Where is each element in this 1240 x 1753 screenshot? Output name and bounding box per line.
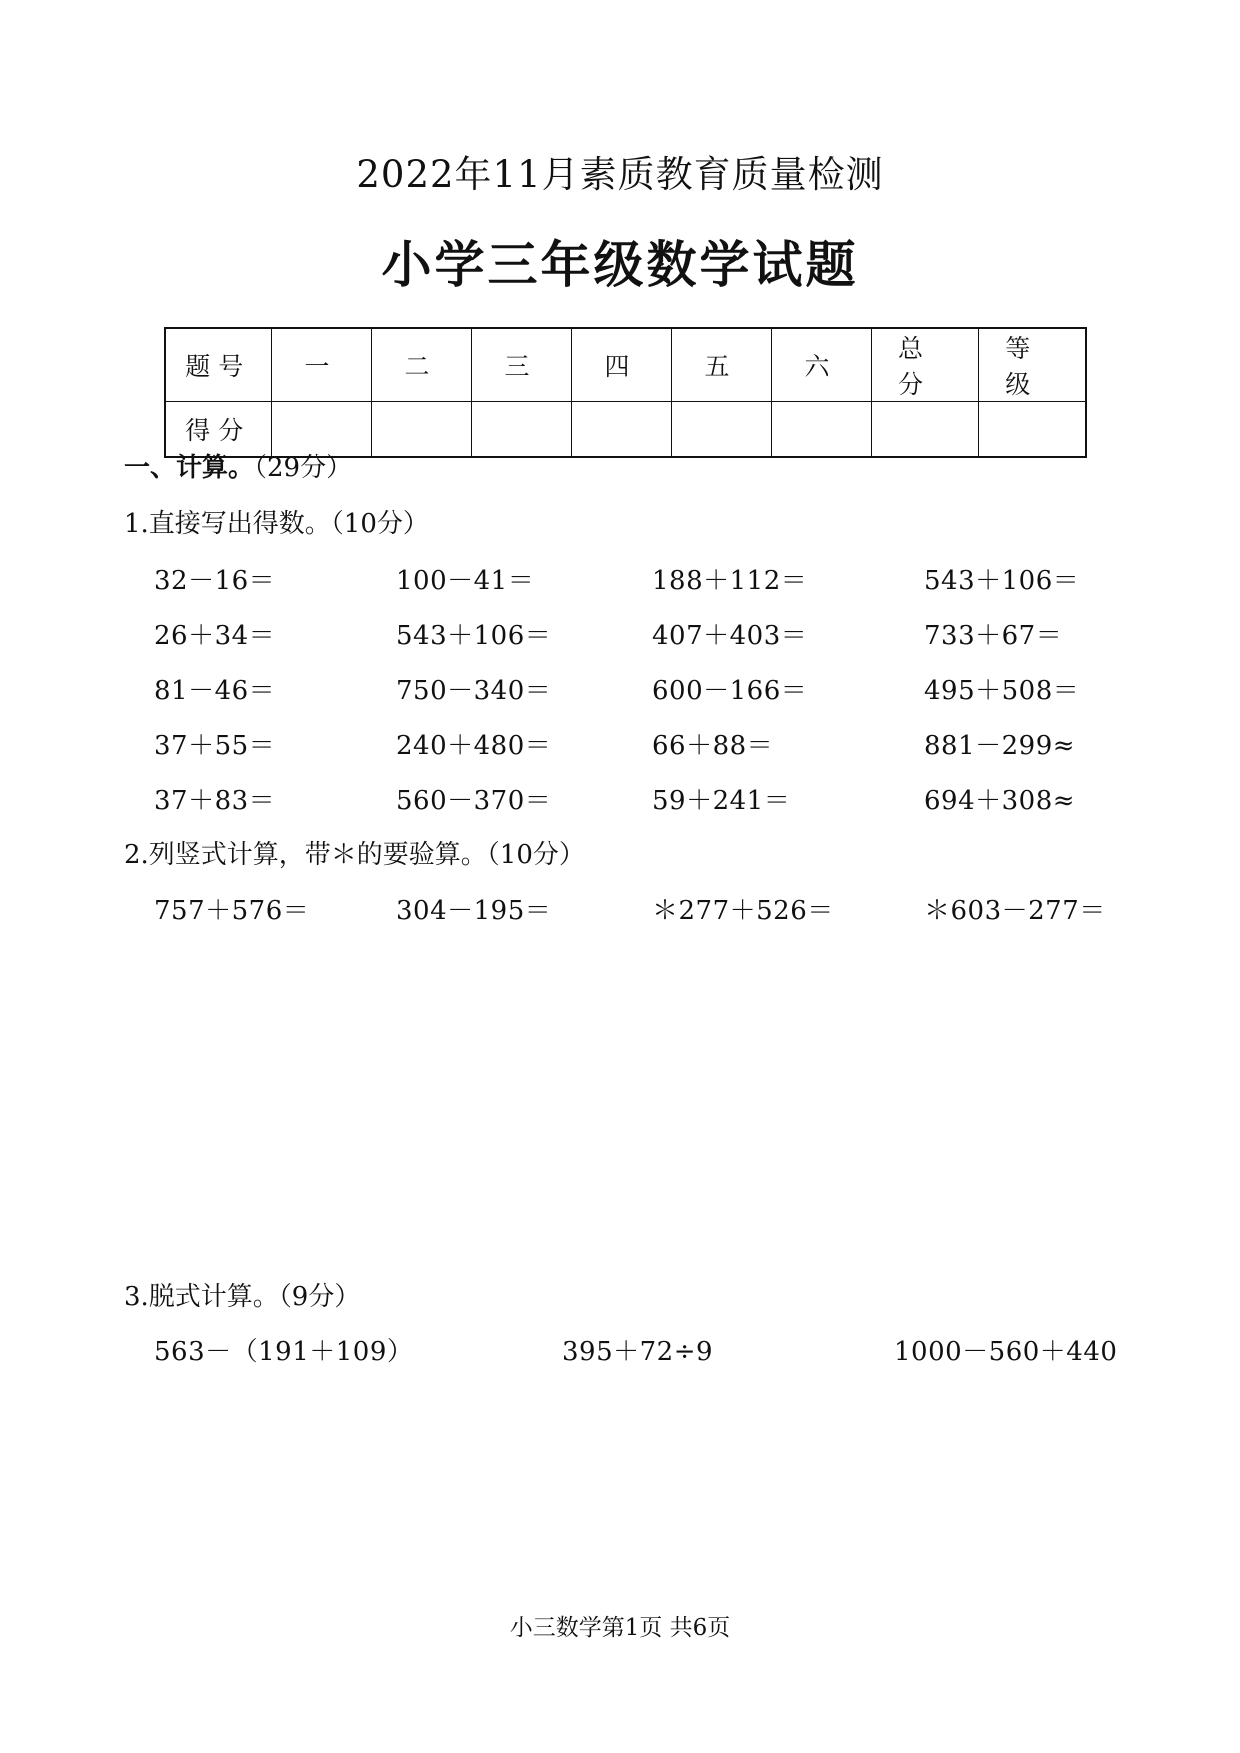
score-cell[interactable] xyxy=(671,402,771,458)
score-table-header-cell: 四 xyxy=(571,328,671,402)
exam-title: 小学三年级数学试题 xyxy=(381,235,859,294)
problem-item: 1000－560＋440 xyxy=(894,1337,1118,1367)
problem-item: 32－16＝ xyxy=(154,566,276,596)
score-cell[interactable] xyxy=(271,402,371,458)
problem-item: 37＋83＝ xyxy=(154,786,276,816)
problem-item: ＊603－277＝ xyxy=(924,896,1106,926)
problem-item: 733＋67＝ xyxy=(924,621,1063,651)
problem-item: 59＋241＝ xyxy=(652,786,791,816)
score-cell[interactable] xyxy=(471,402,571,458)
problem-item: 66＋88＝ xyxy=(652,731,774,761)
problem-item: 188＋112＝ xyxy=(652,566,808,596)
problem-item: 560－370＝ xyxy=(396,786,552,816)
question-3-label: 3.脱式计算。（9分） xyxy=(124,1282,361,1312)
question-2-label: 2.列竖式计算，带＊的要验算。（10分） xyxy=(124,840,585,870)
problem-item: 407＋403＝ xyxy=(652,621,808,651)
problem-item: 600－166＝ xyxy=(652,676,808,706)
problem-item: 563－（191＋109） xyxy=(154,1337,414,1367)
exam-subtitle: 2022年11月素质教育质量检测 xyxy=(356,153,884,196)
section-heading-label: 一、计算。 xyxy=(124,453,255,483)
score-table-header-cell: 二 xyxy=(371,328,471,402)
score-table-row-label: 得分 xyxy=(165,402,271,458)
problem-item: 395＋72÷9 xyxy=(562,1337,714,1367)
problem-item: 495＋508＝ xyxy=(924,676,1080,706)
score-table-header-cell: 题号 xyxy=(165,328,271,402)
score-cell[interactable] xyxy=(571,402,671,458)
problem-item: 81－46＝ xyxy=(154,676,276,706)
score-table xyxy=(164,327,1087,458)
problem-item: 304－195＝ xyxy=(396,896,552,926)
page-footer: 小三数学第1页 共6页 xyxy=(509,1615,731,1641)
score-cell[interactable] xyxy=(371,402,471,458)
question-1-label: 1.直接写出得数。（10分） xyxy=(124,509,429,539)
problem-item: 37＋55＝ xyxy=(154,731,276,761)
problem-item: 881－299≈ xyxy=(924,731,1076,761)
problem-item: 240＋480＝ xyxy=(396,731,552,761)
score-table-header-cell: 五 xyxy=(671,328,771,402)
problem-item: 543＋106＝ xyxy=(396,621,552,651)
score-table-header-cell: 六 xyxy=(771,328,871,402)
score-cell[interactable] xyxy=(978,402,1086,458)
problem-item: 26＋34＝ xyxy=(154,621,276,651)
score-table-header-row xyxy=(165,328,1086,402)
problem-item: 750－340＝ xyxy=(396,676,552,706)
section-heading-points: （29分） xyxy=(254,453,353,483)
score-table-header-cell: 一 xyxy=(271,328,371,402)
score-cell[interactable] xyxy=(871,402,978,458)
score-table-header-cell: 总 分 xyxy=(871,328,978,402)
score-table-header-cell: 等 级 xyxy=(978,328,1086,402)
section-heading xyxy=(124,450,352,486)
problem-item: 100－41＝ xyxy=(396,566,535,596)
problem-item: 757＋576＝ xyxy=(154,896,310,926)
problem-item: ＊277＋526＝ xyxy=(652,896,834,926)
problem-item: 543＋106＝ xyxy=(924,566,1080,596)
score-table-header-cell: 三 xyxy=(471,328,571,402)
score-cell[interactable] xyxy=(771,402,871,458)
problem-item: 694＋308≈ xyxy=(924,786,1076,816)
score-table-score-row xyxy=(165,402,1086,458)
